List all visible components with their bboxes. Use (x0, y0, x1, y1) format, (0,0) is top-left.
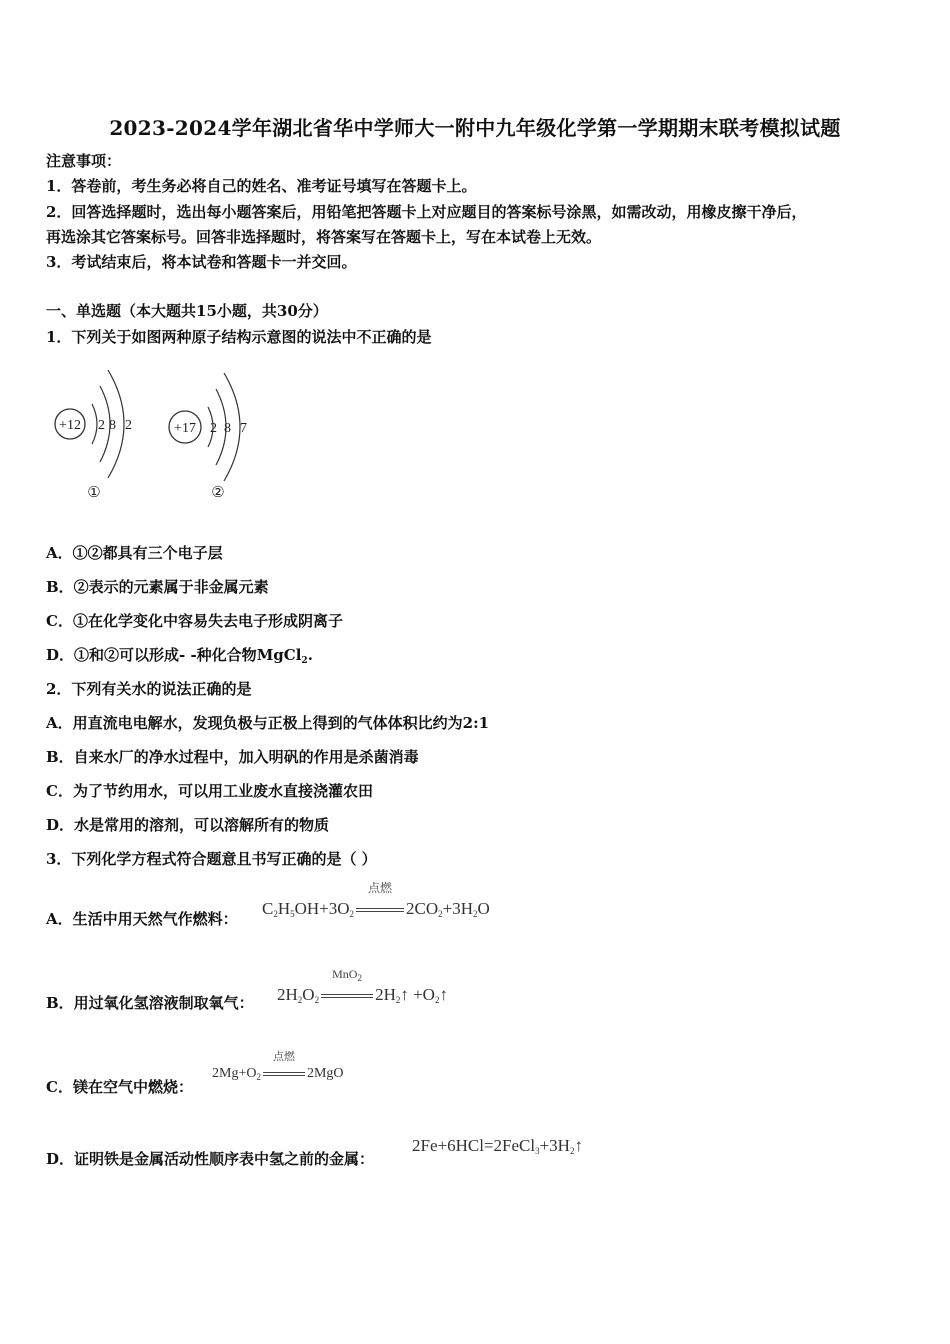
atom-label: ① (87, 485, 101, 501)
page-title: 2023-2024学年湖北省华中学师大一附中九年级化学第一学期期末联考模拟试题 (109, 116, 841, 140)
atom-diagram-2 (169, 373, 247, 501)
q3-option-a-label: A．生活中用天然气作燃料： (46, 910, 238, 928)
q1-option-a: A．①②都具有三个电子层 (46, 544, 223, 562)
q3-option-c-label: C．镁在空气中燃烧： (46, 1078, 193, 1096)
q3-option-d-label: D．证明铁是金属活动性顺序表中氢之前的金属： (46, 1150, 375, 1168)
atom-diagram-1 (55, 370, 132, 501)
q2-option-b: B．自来水厂的净水过程中，加入明矾的作用是杀菌消毒 (46, 748, 419, 766)
reaction-condition: 点燃 (263, 1066, 305, 1082)
equation-b: $2H_2O_2$ MnO$_2$ $2H_2↑$ $+O_2↑$ (277, 967, 448, 1005)
nucleus-charge: +17 (174, 421, 196, 436)
q1-option-d: D．①和②可以形成- -种化合物MgCl$_2$. (46, 646, 313, 666)
shell-electrons: 8 (109, 418, 116, 433)
atom-label: ② (211, 485, 225, 501)
q3-option-b-label: B．用过氧化氢溶液制取氧气： (46, 994, 254, 1012)
formula: MgCl$_2$ (256, 646, 308, 666)
notice-heading: 注意事项： (46, 152, 122, 170)
shell-electrons: 2 (210, 421, 217, 436)
question-stem-1: 1．下列关于如图两种原子结构示意图的说法中不正确的是 (46, 328, 432, 346)
section-heading: 一、单选题（本大题共15小题，共30分） (46, 302, 328, 320)
electron-shell (92, 404, 97, 444)
q2-option-d: D．水是常用的溶剂，可以溶解所有的物质 (46, 816, 330, 834)
notice-item: 1．答卷前，考生务必将自己的姓名、准考证号填写在答题卡上。 (46, 177, 477, 195)
equation-a: $C_2H_5OH+3O_2$ 点燃 $2CO_2+3H_2O$ (262, 881, 490, 919)
shell-electrons: 2 (98, 418, 105, 433)
shell-electrons: 2 (125, 418, 132, 433)
nucleus-charge: +12 (59, 418, 81, 433)
option-text: D．①和②可以形成- -种化合物 (46, 646, 257, 664)
q2-option-a: A．用直流电电解水，发现负极与正极上得到的气体体积比约为2:1 (46, 714, 490, 732)
q1-option-b: B．②表示的元素属于非金属元素 (46, 578, 269, 596)
notice-item: 3．考试结束后，将本试卷和答题卡一并交回。 (46, 253, 357, 271)
notice-item: 再选涂其它答案标号。回答非选择题时，将答案写在答题卡上，写在本试卷上无效。 (46, 228, 602, 246)
atom-structure-diagrams (40, 360, 270, 510)
notice-item: 2．回答选择题时，选出每小题答案后，用铅笔把答题卡上对应题目的答案标号涂黑，如需改动，用橡皮擦干净后， (46, 203, 807, 221)
equation-d: $2Fe+6HCl=2FeCl_3+3H_2↑$ (412, 1136, 583, 1156)
reaction-condition: MnO$_2$ (321, 985, 373, 1005)
question-stem-3: 3．下列化学方程式符合题意且书写正确的是（ ） (46, 850, 377, 868)
shell-electrons: 7 (240, 421, 247, 436)
reaction-condition: 点燃 (356, 899, 404, 919)
shell-electrons: 8 (224, 421, 231, 436)
q2-option-c: C．为了节约用水，可以用工业废水直接浇灌农田 (46, 782, 373, 800)
question-stem-2: 2．下列有关水的说法正确的是 (46, 680, 252, 698)
equation-c: $2Mg+O_2$ 点燃 2MgO (212, 1051, 344, 1082)
q1-option-c: C．①在化学变化中容易失去电子形成阴离子 (46, 612, 343, 630)
